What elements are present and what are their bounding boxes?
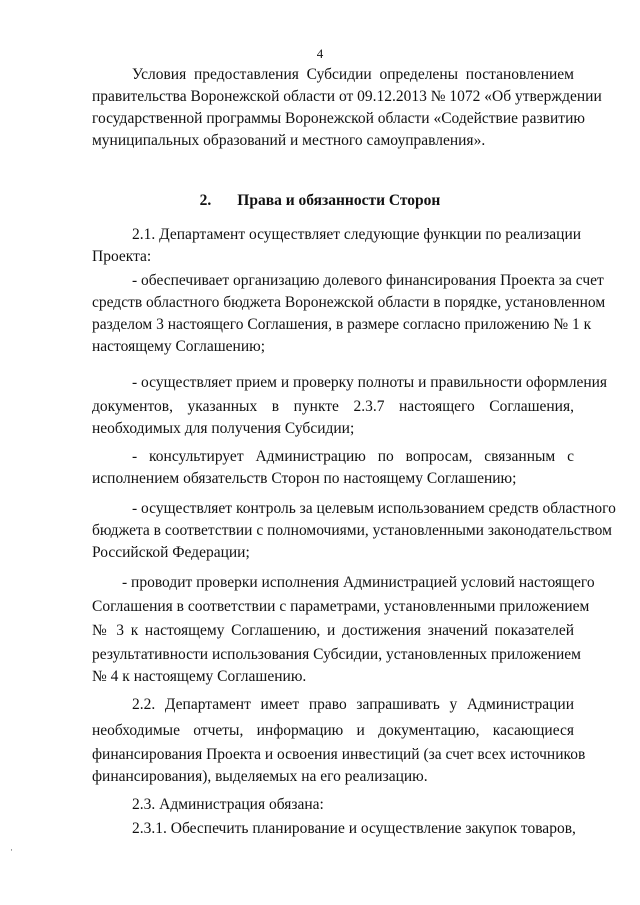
text-line: настоящему Соглашению; [92,338,266,355]
text-line: - осуществляет прием и проверку полноты и правильности оформления [132,374,608,391]
text-line: № 3 к настоящему Соглашению, и достижения значений показателей [92,622,574,639]
text-line: финансирования Проекта и освоения инвестиций (за счет всех источников [92,746,586,763]
text-line: результативности использования Субсидии, установленных приложением [92,646,581,663]
section-heading [0,192,640,210]
text-line: государственной программы Воронежской области «Содействие развитию [92,110,585,127]
text-line: - консультирует Администрацию по вопросам, связанным с [132,448,574,465]
text-line: необходимых для получения Субсидии; [92,420,355,437]
text-line: правительства Воронежской области от 09.12.2013 № 1072 «Об утверждении [92,88,602,105]
text-line: финансирования), выделяемых на его реализацию. [92,768,428,785]
section-number: 2. [199,192,212,209]
scan-speck: · [10,845,13,855]
text-line: Условия предоставления Субсидии определены постановлением [132,66,574,83]
text-line: 2.3.1. Обеспечить планирование и осуществление закупок товаров, [132,820,576,837]
text-line: 2.2. Департамент имеет право запрашивать у Администрации [132,696,574,713]
text-line: исполнением обязательств Сторон по настоящему Соглашению; [92,470,517,487]
text-line: муниципальных образований и местного самоуправления». [92,132,486,149]
text-line: № 4 к настоящему Соглашению. [92,668,307,685]
page-number: 4 [316,46,324,61]
text-line: - обеспечивает организацию долевого финансирования Проекта за счет [132,272,604,289]
text-line: - осуществляет контроль за целевым использованием средств областного [132,500,616,517]
text-line: средств областного бюджета Воронежской области в порядке, установленном [92,294,606,311]
text-line: Соглашения в соответствии с параметрами, установленными приложением [92,598,590,615]
text-line: - проводит проверки исполнения Администрацией условий настоящего [122,574,595,591]
text-line: бюджета в соответствии с полномочиями, установленными законодательством [92,522,612,539]
section-title: Права и обязанности Сторон [237,192,441,209]
text-line: необходимые отчеты, информацию и документацию, касающиеся [92,722,574,739]
text-line: Российской Федерации; [92,544,250,561]
text-line: разделом 3 настоящего Соглашения, в размере согласно приложению № 1 к [92,316,592,333]
text-line: 2.3. Администрация обязана: [132,796,324,813]
text-line: Проекта: [92,248,152,265]
text-line: документов, указанных в пункте 2.3.7 настоящего Соглашения, [92,398,574,415]
text-line: 2.1. Департамент осуществляет следующие функции по реализации [132,226,582,243]
